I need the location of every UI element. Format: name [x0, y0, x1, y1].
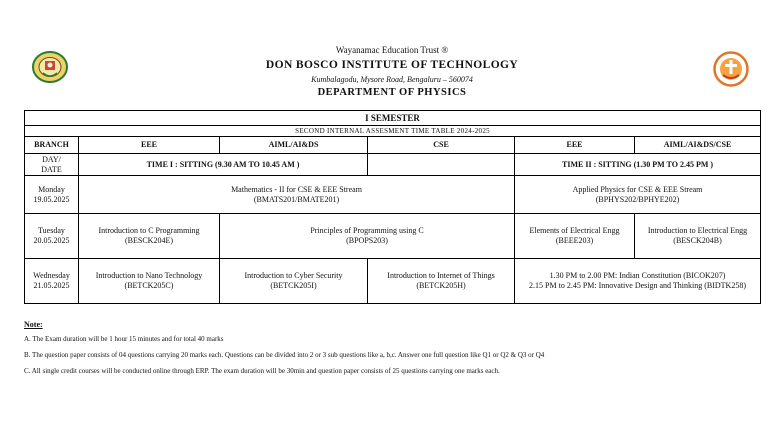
branch-header-row: [25, 137, 761, 154]
institute-address: Kumbalagodu, Mysore Road, Bengaluru – 560074: [311, 75, 473, 84]
column-eee-sitting2: EEE: [515, 137, 635, 154]
exam-subject: Introduction to Nano Technology (BETCK205C): [79, 259, 220, 304]
semester-row: [25, 111, 761, 126]
exam-day: Wednesday 21.05.2025: [25, 259, 79, 304]
exam-subject: Elements of Electrical Engg (BEEE203): [515, 214, 635, 259]
note-item: B. The question paper consists of 04 questions carrying 20 marks each. Questions can be divided into 2 or 3 sub questions like a, b,c. Answer one full question like Q1 or Q2 & Q3 or Q4: [24, 351, 545, 359]
exam-subject: Introduction to Cyber Security (BETCK205I): [220, 259, 368, 304]
exam-subject: Principles of Programming using C (BPOPS203): [220, 214, 515, 259]
column-aiml-sitting1: AIML/AI&DS: [220, 137, 368, 154]
empty-cell: [368, 154, 515, 176]
note-item: C. All single credit courses will be conducted online through ERP. The exam duration will be 30min and question paper consists of 25 questions carrying one marks each.: [24, 367, 500, 375]
institute-name: DON BOSCO INSTITUTE OF TECHNOLOGY: [265, 59, 519, 71]
table-row: [25, 176, 761, 214]
day-date-header: DAY/ DATE: [25, 154, 79, 176]
column-aiml-cse-sitting2: AIML/AI&DS/CSE: [635, 137, 761, 154]
branch-header: BRANCH: [25, 137, 79, 154]
timetable-subtitle: SECOND INTERNAL ASSESMENT TIME TABLE 2024-2025: [25, 126, 761, 137]
exam-day: Tuesday 20.05.2025: [25, 214, 79, 259]
exam-subject: Applied Physics for CSE & EEE Stream (BPHYS202/BPHYE202): [515, 176, 761, 214]
table-row: [25, 259, 761, 304]
exam-subject: Introduction to Internet of Things (BETCK205H): [368, 259, 515, 304]
trust-name: Wayanamac Education Trust ®: [335, 45, 449, 55]
table-row: [25, 214, 761, 259]
note-item: A. The Exam duration will be 1 hour 15 minutes and for total 40 marks: [24, 335, 224, 343]
exam-subject: Introduction to C Programming (BESCK204E): [79, 214, 220, 259]
don-bosco-emblem-icon: [713, 51, 749, 87]
notes-title: Note:: [24, 320, 43, 329]
exam-subject: Introduction to Electrical Engg (BESCK204B): [635, 214, 761, 259]
column-cse-sitting1: CSE: [368, 137, 515, 154]
timing-row: [25, 154, 761, 176]
column-eee-sitting1: EEE: [79, 137, 220, 154]
exam-subject: 1.30 PM to 2.00 PM: Indian Constitution (BICOK207) 2.15 PM to 2.45 PM: Innovative Design and Thinking (BIDTK258): [515, 259, 761, 304]
department-name: DEPARTMENT OF PHYSICS: [317, 87, 467, 98]
exam-subject: Mathematics - II for CSE & EEE Stream (BMATS201/BMATE201): [79, 176, 515, 214]
sitting1-time: TIME I : SITTING (9.30 AM TO 10.45 AM ): [79, 154, 368, 176]
semester-title: I SEMESTER: [25, 111, 761, 126]
exam-day: Monday 19.05.2025: [25, 176, 79, 214]
college-emblem-icon: [30, 49, 70, 85]
sitting2-time: TIME II : SITTING (1.30 PM TO 2.45 PM ): [515, 154, 761, 176]
notes-section: [24, 320, 764, 383]
timetable: [24, 110, 761, 304]
subtitle-row: [25, 126, 761, 137]
